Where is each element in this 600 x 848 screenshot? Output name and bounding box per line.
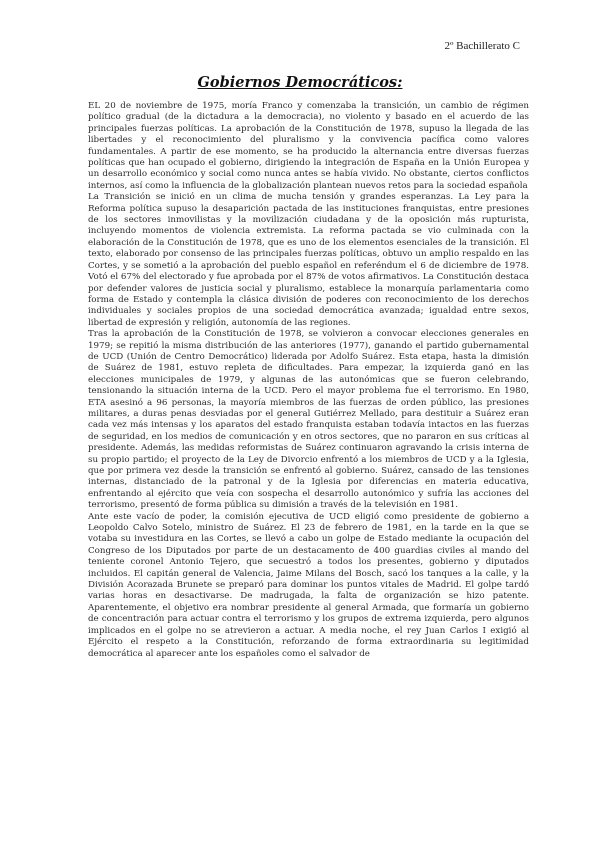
- document-title: Gobiernos Democráticos:: [197, 74, 403, 91]
- course-label: 2º Bachillerato C: [444, 40, 520, 52]
- paragraph: La Transición se inició en un clima de mucha tensión y grandes esperanzas. La Ley para la Reforma política supuso la desaparición pactada de las instituciones franquistas, entre presiones de los sectores inmovilistas y la movilización ciudadana y de la oposición más rupturista, incluyendo momentos de violencia extremista. La reforma pactada se vio culminada con la elaboración de la Constitución de 1978, que es uno de los elementos esenciales de la transición. El texto, elaborado por consenso de las principales fuerzas políticas, obtuvo un amplio respaldo en las Cortes, y se sometió a la aprobación del pueblo español en referéndum el 6 de diciembre de 1978. Votó el 67% del electorado y fue aprobada por el 87% de votos afirmativos. La Constitución destaca por defender valores de justicia social y pluralismo, establece la monarquía parlamentaria como forma de Estado y contempla la clásica división de poderes con reconocimiento de los derechos individuales y sociales propios de una sociedad democrática avanzada; igualdad entre sexos, libertad de expresión y religión, autonomía de las regiones.: [88, 192, 529, 328]
- paragraph: Tras la aprobación de la Constitución de 1978, se volvieron a convocar elecciones generales en 1979; se repitió la misma distribución de las anteriores (1977), ganando el partido gubernamental de UCD (Unión de Centro Democrático) liderada por Adolfo Suárez. Esta etapa, hasta la dimisión de Suárez de 1981, estuvo repleta de dificultades. Para empezar, la izquierda ganó en las elecciones municipales de 1979, y algunas de las autonómicas que se fueron celebrando, tensionando la situación interna de la UCD. Pero el mayor problema fue el terrorismo. En 1980, ETA asesinó a 96 personas, la mayoría miembros de las fuerzas de orden público, las presiones militares, a duras penas desviadas por el general Gutiérrez Mellado, para destituir a Suárez eran cada vez más intensas y los aparatos del estado franquista estaban todavía intactos en las fuerzas de seguridad, en los medios de comunicación y en otros sectores, que no pararon en sus críticas al presidente. Además, las medidas reformistas de Suárez continuaron agravando la crisis interna de su propio partido; el proyecto de la Ley de Divorcio enfrentó a los miembros de UCD y a la Iglesia, que por primera vez desde la transición se enfrentó al gobierno. Suárez, cansado de las tensiones internas, distanciado de la patronal y de la Iglesia por diferencias en materia educativa, enfrentando al ejército que veía con sospecha el desarrollo autonómico y sufría las acciones del terrorismo, presentó de forma pública su dimisión a través de la televisión en 1981.: [88, 329, 529, 511]
- paragraph: EL 20 de noviembre de 1975, moría Franco y comenzaba la transición, un cambio de régimen político gradual (de la dictadura a la democracia), no violento y basado en el acuerdo de las principales fuerzas políticas. La aprobación de la Constitución de 1978, supuso la llegada de las libertades y el reconocimiento del pluralismo y la convivencia pacífica como valores fundamentales. A partir de ese momento, se ha producido la alternancia entre diversas fuerzas políticas que han ocupado el gobierno, dirigiendo la integración de España en la Unión Europea y un desarrollo económico y social como nunca antes se había vivido. No obstante, ciertos conflictos internos, así como la influencia de la globalización plantean nuevos retos para la sociedad española: [88, 101, 529, 191]
- document-body: [88, 101, 529, 841]
- paragraph: Ante este vacío de poder, la comisión ejecutiva de UCD eligió como presidente de gobierno a Leopoldo Calvo Sotelo, ministro de Suárez. El 23 de febrero de 1981, en la tarde en la que se votaba su investidura en las Cortes, se llevó a cabo un golpe de Estado mediante la ocupación del Congreso de los Diputados por parte de un destacamento de 400 guardias civiles al mando del teniente coronel Antonio Tejero, que secuestró a todos los presentes, gobierno y diputados incluidos. El capitán general de Valencia, Jaime Milans del Bosch, sacó los tanques a la calle, y la División Acorazada Brunete se preparó para dominar los puntos vitales de Madrid. El golpe tardó varias horas en desactivarse. De madrugada, la falta de organización se hizo patente. Aparentemente, el objetivo era nombrar presidente al general Armada, que formaría un gobierno de concentración para actuar contra el terrorismo y los grupos de extrema izquierda, pero algunos implicados en el golpe no se atrevieron a actuar. A media noche, el rey Juan Carlos I exigió al Ejército el respeto a la Constitución, reforzando de forma extraordinaria su legitimidad democrática al aparecer ante los españoles como el salvador de: [88, 511, 529, 659]
